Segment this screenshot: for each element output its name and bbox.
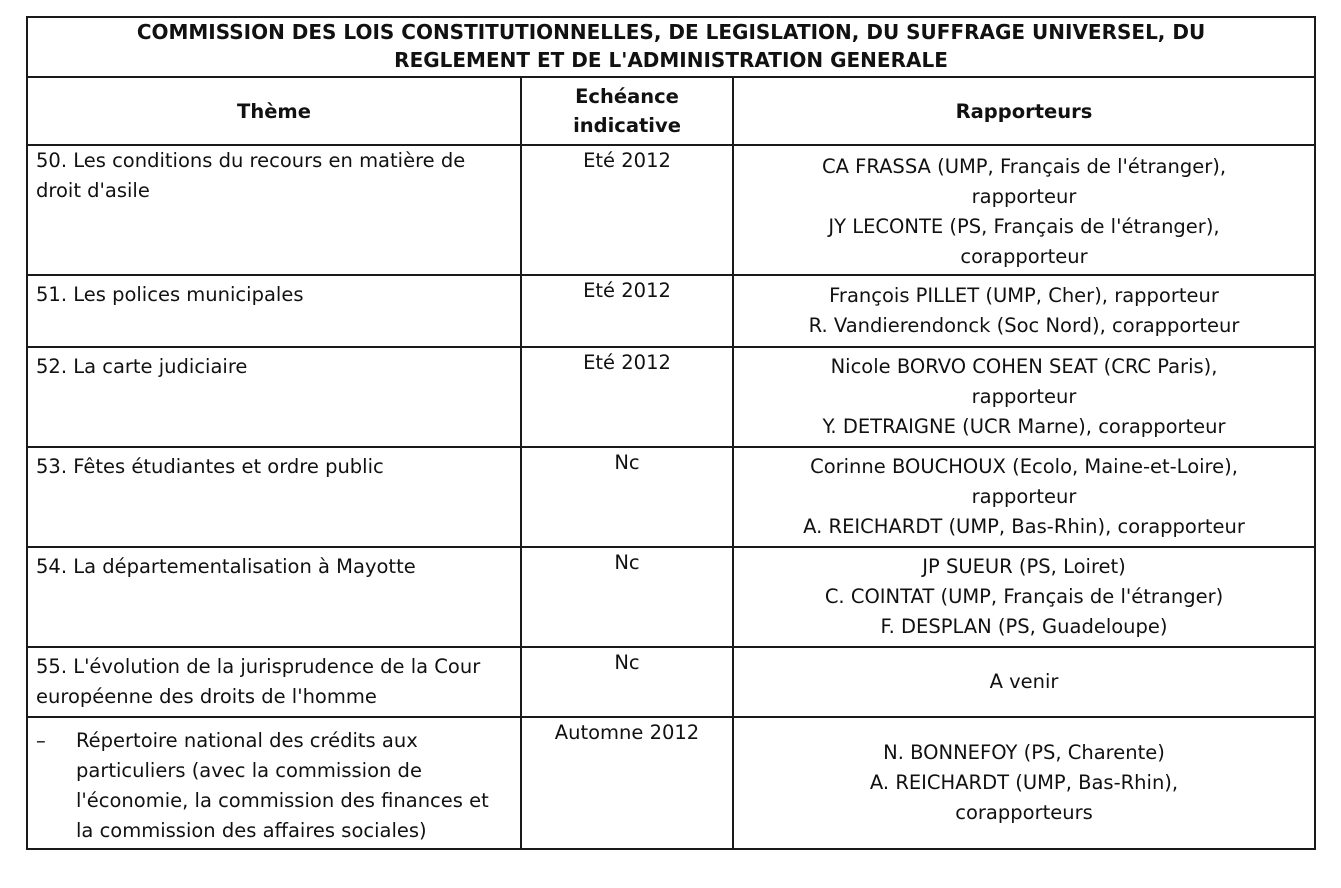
header-echeance-line-1: Echéance — [575, 85, 679, 108]
theme-cell: 52. La carte judiciaire — [27, 347, 521, 447]
table-title — [27, 17, 1315, 77]
table-row — [27, 447, 1315, 547]
rapporteurs-cell — [733, 447, 1315, 547]
echeance-cell: Nc — [521, 547, 733, 647]
header-echeance — [521, 77, 733, 145]
echeance-cell: Automne 2012 — [521, 717, 733, 849]
header-echeance-line-2: indicative — [573, 114, 681, 137]
table-row — [27, 275, 1315, 347]
commission-table — [26, 16, 1316, 850]
theme-cell: 55. L'évolution de la jurisprudence de la Cour européenne des droits de l'homme — [27, 647, 521, 717]
rapporteur-line: CA FRASSA (UMP, Français de l'étranger), — [821, 155, 1227, 178]
rapporteurs-cell — [733, 717, 1315, 849]
rapporteur-line: F. DESPLAN (PS, Guadeloupe) — [880, 615, 1168, 638]
rapporteur-line: François PILLET (UMP, Cher), rapporteur — [829, 284, 1219, 307]
rapporteurs-cell — [733, 275, 1315, 347]
rapporteur-line: corapporteur — [960, 245, 1088, 268]
rapporteur-line: rapporteur — [971, 485, 1077, 508]
theme-cell: 51. Les polices municipales — [27, 275, 521, 347]
rapporteur-line: JP SUEUR (PS, Loiret) — [922, 555, 1126, 578]
rapporteur-line: R. Vandierendonck (Soc Nord), corapporteur — [808, 314, 1240, 337]
dash-marker: – — [36, 729, 46, 752]
header-rapporteurs: Rapporteurs — [733, 77, 1315, 145]
rapporteurs-cell — [733, 647, 1315, 717]
rapporteur-line: Nicole BORVO COHEN SEAT (CRC Paris), — [830, 355, 1218, 378]
echeance-cell: Eté 2012 — [521, 275, 733, 347]
echeance-cell: Eté 2012 — [521, 145, 733, 275]
theme-cell: 50. Les conditions du recours en matière de droit d'asile — [27, 145, 521, 275]
table-row — [27, 347, 1315, 447]
title-line-2: REGLEMENT ET DE L'ADMINISTRATION GENERALE — [394, 48, 948, 72]
table-row — [27, 547, 1315, 647]
title-line-1: COMMISSION DES LOIS CONSTITUTIONNELLES, DE LEGISLATION, DU SUFFRAGE UNIVERSEL, DU — [136, 20, 1206, 44]
header-theme: Thème — [27, 77, 521, 145]
echeance-cell: Eté 2012 — [521, 347, 733, 447]
theme-cell — [27, 717, 521, 849]
rapporteurs-cell — [733, 347, 1315, 447]
rapporteurs-cell — [733, 547, 1315, 647]
theme-text: Répertoire national des crédits aux particuliers (avec la commission de l'économie, la commission des finances et la commission des affaires sociales) — [76, 729, 489, 842]
rapporteur-line: A venir — [989, 670, 1059, 693]
rapporteur-line: Y. DETRAIGNE (UCR Marne), corapporteur — [822, 415, 1226, 438]
rapporteur-line: JY LECONTE (PS, Français de l'étranger), — [828, 215, 1220, 238]
rapporteur-line: rapporteur — [971, 185, 1077, 208]
rapporteur-line: A. REICHARDT (UMP, Bas-Rhin), corapporteur — [803, 515, 1245, 538]
echeance-cell: Nc — [521, 447, 733, 547]
table-row — [27, 717, 1315, 849]
title-row — [27, 17, 1315, 77]
rapporteurs-cell — [733, 145, 1315, 275]
theme-cell: 53. Fêtes étudiantes et ordre public — [27, 447, 521, 547]
rapporteur-line: rapporteur — [971, 385, 1077, 408]
rapporteur-line: C. COINTAT (UMP, Français de l'étranger) — [824, 585, 1224, 608]
table-row — [27, 647, 1315, 717]
table-row — [27, 145, 1315, 275]
rapporteur-line: corapporteurs — [955, 801, 1093, 824]
rapporteur-line: N. BONNEFOY (PS, Charente) — [883, 741, 1165, 764]
echeance-cell: Nc — [521, 647, 733, 717]
theme-cell: 54. La départementalisation à Mayotte — [27, 547, 521, 647]
header-row — [27, 77, 1315, 145]
rapporteur-line: A. REICHARDT (UMP, Bas-Rhin), — [869, 771, 1179, 794]
rapporteur-line: Corinne BOUCHOUX (Ecolo, Maine-et-Loire), — [810, 455, 1238, 478]
dash-item — [36, 726, 512, 846]
